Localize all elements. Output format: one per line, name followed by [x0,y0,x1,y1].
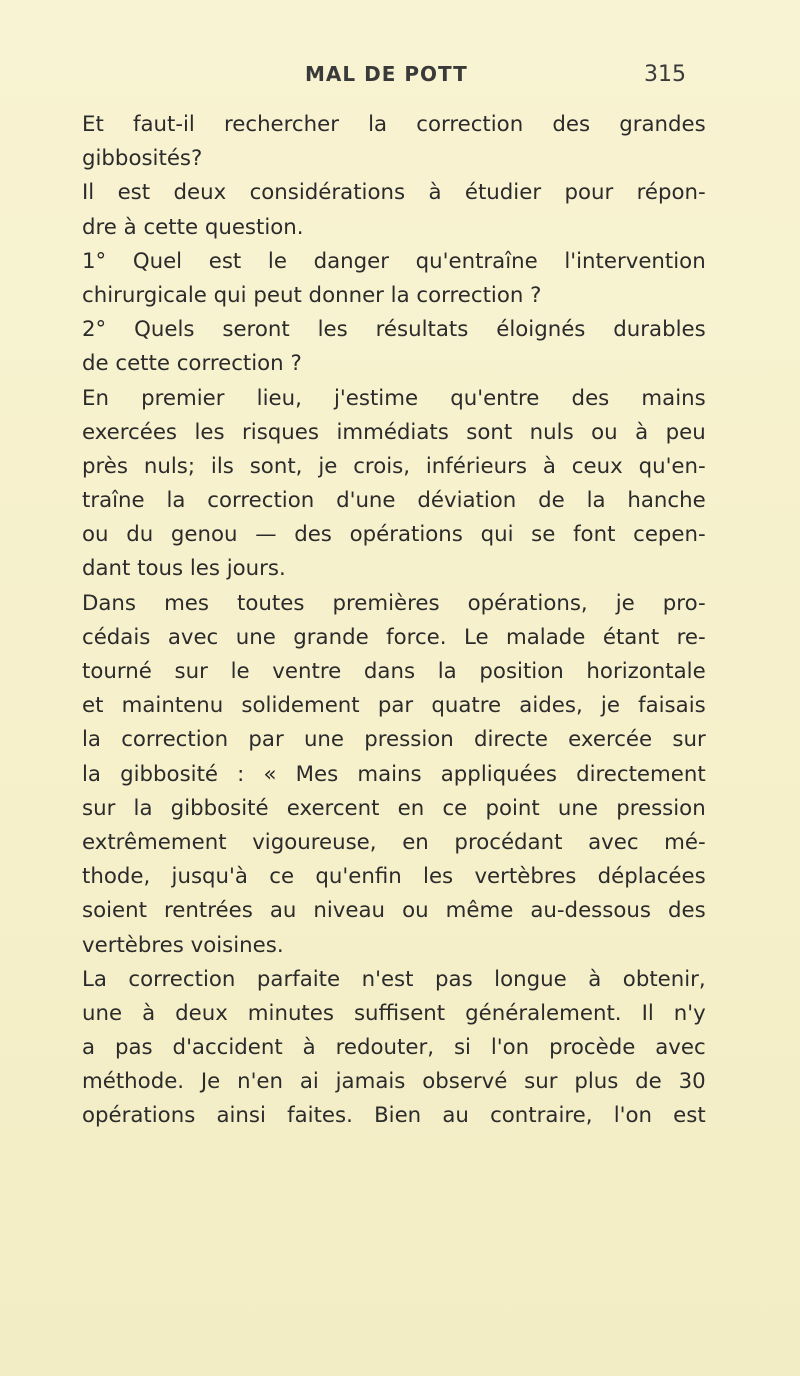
running-title: MAL DE POTT [305,62,468,86]
body-text [82,108,712,1134]
text-line: Dans mes toutes premières opérations, je pro- [82,590,706,616]
text-line: gibbosités? [82,146,203,172]
text-line: thode, jusqu'à ce qu'enfin les vertèbres déplacées [82,864,706,890]
text-line: méthode. Je n'en ai jamais observé sur plus de 30 [82,1069,706,1095]
text-line: vertèbres voisines. [82,932,284,958]
text-line: sur la gibbosité exercent en ce point une pression [82,795,706,821]
text-line: Il est deux considérations à étudier pour répon- [82,180,706,206]
running-head [0,62,800,92]
text-line: 1° Quel est le danger qu'entraîne l'intervention [82,248,706,274]
text-line: ou du genou — des opérations qui se font cepen- [82,522,706,548]
text-line: Et faut-il rechercher la correction des grandes [82,112,706,137]
text-line: la gibbosité : « Mes mains appliquées directement [82,761,706,787]
text-line: dre à cette question. [82,214,304,240]
page-number: 315 [644,62,686,87]
text-line: extrêmement vigoureuse, en procédant avec mé- [82,829,706,855]
text-line: de cette correction ? [82,351,302,377]
text-line: traîne la correction d'une déviation de la hanche [82,488,706,514]
text-line: opérations ainsi faites. Bien au contraire, l'on est [82,1103,706,1129]
text-line: soient rentrées au niveau ou même au-dessous des [82,898,706,924]
text-line: a pas d'accident à redouter, si l'on procède avec [82,1035,706,1061]
text-line: En premier lieu, j'estime qu'entre des mains [82,385,706,411]
text-line: près nuls; ils sont, je crois, inférieurs à ceux qu'en- [82,453,706,479]
text-line: chirurgicale qui peut donner la correction ? [82,282,542,308]
text-line: et maintenu solidement par quatre aides, je faisais [82,693,706,719]
text-line: une à deux minutes suffisent généralement. Il n'y [82,1000,706,1026]
text-line: La correction parfaite n'est pas longue à obtenir, [82,966,706,992]
text-line: la correction par une pression directe exercée sur [82,727,706,753]
text-line: tourné sur le ventre dans la position horizontale [82,659,706,684]
text-line: 2° Quels seront les résultats éloignés durables [82,317,706,343]
text-line: cédais avec une grande force. Le malade étant re- [82,624,706,650]
text-line: dant tous les jours. [82,556,286,582]
text-line: exercées les risques immédiats sont nuls ou à peu [82,419,706,445]
